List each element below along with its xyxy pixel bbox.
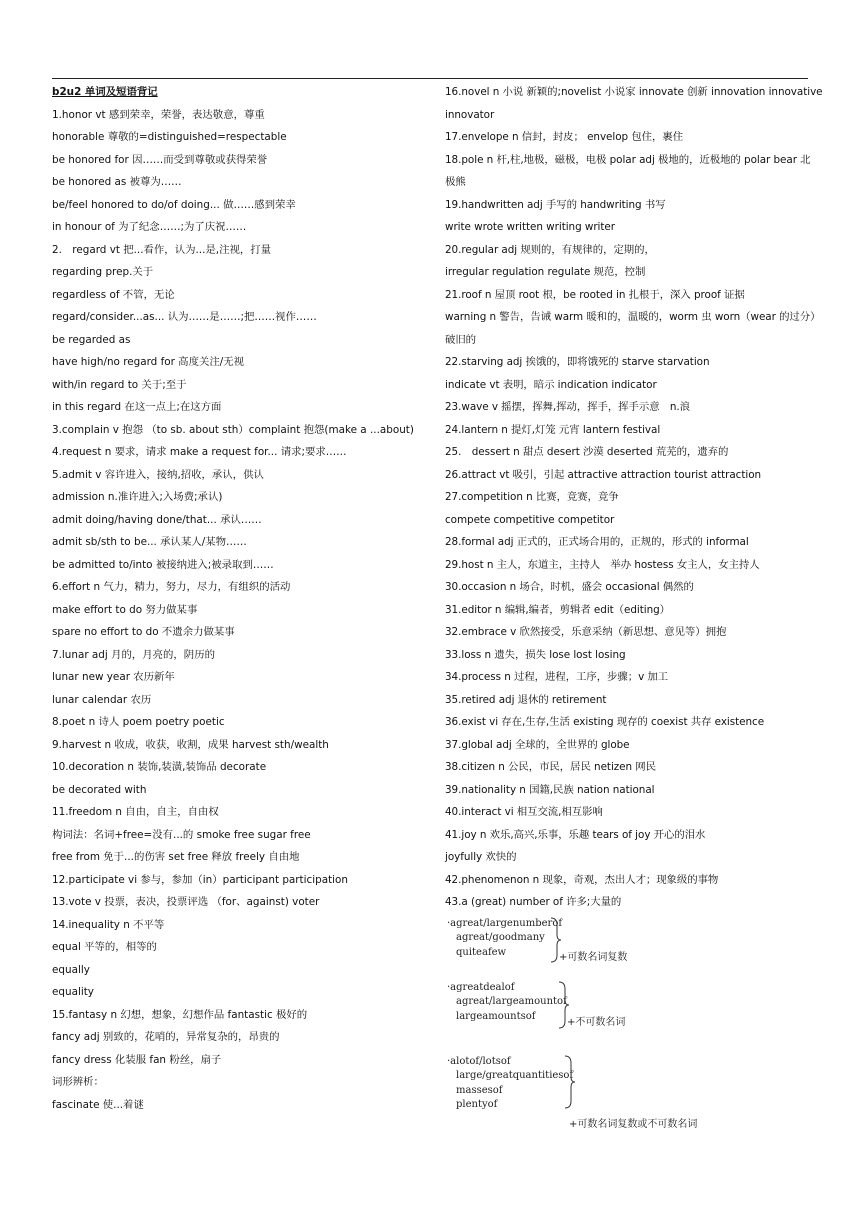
right-column [445, 81, 823, 1130]
vocab-line: 2. regard vt 把...看作，认为...是,注视，打量 [52, 243, 272, 256]
vocab-line: 27.competition n 比赛，竞赛，竞争 [445, 491, 619, 503]
vocab-line: 36.exist vi 存在,生存,生活 existing 现存的 coexist 共存 existence [445, 716, 765, 728]
vocab-line: 42.phenomenon n 现象，奇观，杰出人才；现象级的事物 [445, 873, 719, 886]
vocab-line: free from 免于...的伤害 set free 释放 freely 自由地 [52, 851, 300, 863]
vocab-line: 18.pole n 杆,柱,地极，磁极，电极 polar adj 极地的，近极地的 polar bear 北 [445, 153, 811, 166]
vocab-line: joyfully 欢快的 [445, 851, 517, 863]
vocab-line: fancy dress 化装服 fan 粉丝，扇子 [52, 1053, 222, 1066]
vocab-line: 32.embrace v 欣然接受，乐意采纳（新思想、意见等）拥抱 [445, 626, 727, 638]
vocab-line: fancy adj 别致的，花哨的，异常复杂的，昂贵的 [52, 1031, 280, 1043]
brace-group-countable [445, 917, 811, 971]
vocab-line: 29.host n 主人，东道主，主持人 举办 hostess 女主人，女主持人 [445, 558, 760, 571]
vocab-line: 22.starving adj 挨饿的，即将饿死的 starve starvation [445, 356, 710, 368]
vocab-line: in this regard 在这一点上;在这方面 [52, 401, 222, 413]
vocab-line: equality [52, 986, 94, 998]
brace-group-note: +不可数名词 [567, 1016, 626, 1028]
vocab-line: 37.global adj 全球的，全世界的 globe [445, 738, 630, 751]
vocab-line: 39.nationality n 国籍,民族 nation national [445, 783, 655, 796]
right-brace-icon [563, 1055, 577, 1109]
brace-group-item: ·alotof/lotsof [447, 1055, 511, 1067]
vocab-line: 24.lantern n 提灯,灯笼 元宵 lantern festival [445, 423, 661, 436]
vocab-line: admit sb/sth to be... 承认某人/某物…… [52, 536, 247, 548]
vocab-line: 3.complain v 抱怨 （to sb. about sth）complaint 抱怨(make a ...about) [52, 423, 414, 436]
vocab-line: lunar new year 农历新年 [52, 671, 175, 683]
vocab-line: 25. dessert n 甜点 desert 沙漠 deserted 荒芜的，遗弃的 [445, 446, 729, 458]
brace-group-item: ·agreat/largenumberof [447, 917, 563, 929]
brace-group-item: largeamountsof [456, 1010, 536, 1022]
vocab-line: 41.joy n 欢乐,高兴,乐事，乐趣 tears of joy 开心的泪水 [445, 828, 706, 841]
brace-group-item: ·agreatdealof [447, 981, 515, 993]
vocab-line: 1.honor vt 感到荣幸，荣誉，表达敬意，尊重 [52, 108, 265, 121]
vocab-line: 9.harvest n 收成，收获，收割，成果 harvest sth/wealth [52, 738, 329, 751]
vocab-line: 10.decoration n 装饰,装潢,装饰品 decorate [52, 761, 267, 773]
vocab-line: 20.regular adj 规则的，有规律的，定期的， [445, 243, 655, 256]
vocab-line: 词形辨析： [52, 1076, 104, 1088]
vocab-line: regard/consider...as... 认为……是……;把……视作…… [52, 311, 317, 323]
vocab-line: 构词法：名词+free=没有...的 smoke free sugar free [52, 828, 311, 841]
brace-group-both [445, 1055, 811, 1130]
vocab-line: regardless of 不管，无论 [52, 288, 175, 301]
brace-group-item: agreat/goodmany [456, 932, 545, 943]
vocab-line: be/feel honored to do/of doing... 做……感到荣幸 [52, 198, 296, 211]
vocab-line: innovator [445, 108, 495, 121]
vocab-line: equally [52, 963, 90, 976]
brace-group-uncountable [445, 981, 811, 1041]
brace-group-item: agreat/largeamountof [456, 996, 567, 1007]
vocab-line: with/in regard to 关于;至于 [52, 378, 187, 391]
vocab-line: admit doing/having done/that... 承认…… [52, 513, 262, 526]
vocab-line: 极熊 [445, 176, 466, 188]
vocab-line: 31.editor n 编辑,编者，剪辑者 edit（editing） [445, 603, 671, 616]
vocab-line: 12.participate vi 参与，参加（in）participant participation [52, 873, 348, 886]
document-title: b2u2 单词及短语背记 [52, 86, 158, 98]
vocab-line: 35.retired adj 退休的 retirement [445, 693, 607, 706]
vocab-line: be regarded as [52, 333, 131, 346]
vocab-line: lunar calendar 农历 [52, 693, 152, 706]
header-rule [52, 78, 808, 79]
vocab-line: honorable 尊敬的=distinguished=respectable [52, 131, 287, 143]
vocab-line: 28.formal adj 正式的，正式场合用的，正规的，形式的 informal [445, 536, 749, 548]
left-line-list [52, 104, 436, 1117]
vocab-line: 34.process n 过程，进程，工序，步骤；v 加工 [445, 671, 669, 683]
vocab-line: equal 平等的，相等的 [52, 941, 157, 953]
brace-group-item: plentyof [456, 1099, 498, 1110]
vocab-line: 30.occasion n 场合，时机，盛会 occasional 偶然的 [445, 581, 694, 593]
vocab-line: irregular regulation regulate 规范，控制 [445, 266, 646, 278]
vocab-line: 7.lunar adj 月的，月亮的，阴历的 [52, 648, 215, 661]
brace-group-note: +可数名词复数或不可数名词 [569, 1118, 698, 1130]
vocab-line: 33.loss n 遗失，损失 lose lost losing [445, 648, 626, 661]
vocab-line: be decorated with [52, 783, 147, 796]
vocab-line: 15.fantasy n 幻想，想象，幻想作品 fantastic 极好的 [52, 1008, 308, 1021]
vocab-line: be honored as 被尊为…… [52, 176, 182, 188]
vocab-line: 4.request n 要求，请求 make a request for... 请求;要求…… [52, 446, 347, 458]
vocab-line: 43.a (great) number of 许多;大量的 [445, 896, 622, 908]
vocab-line: spare no effort to do 不遗余力做某事 [52, 626, 235, 638]
vocab-line: 6.effort n 气力，精力，努力，尽力，有组织的活动 [52, 581, 291, 593]
vocab-line: have high/no regard for 高度关注/无视 [52, 356, 245, 368]
vocab-line: 16.novel n 小说 新颖的;novelist 小说家 innovate 创新 innovation innovative [445, 86, 823, 98]
vocab-line: compete competitive competitor [445, 513, 615, 526]
vocab-line: regarding prep.关于 [52, 266, 154, 278]
vocab-line: in honour of 为了纪念……;为了庆祝…… [52, 221, 247, 233]
vocab-line: be honored for 因……而受到尊敬或获得荣誉 [52, 153, 268, 166]
vocab-line: admission n.准许进入;入场费;承认) [52, 491, 223, 503]
vocab-line: 17.envelope n 信封，封皮； envelop 包住，裹住 [445, 131, 684, 143]
vocab-line: 19.handwritten adj 手写的 handwriting 书写 [445, 198, 666, 211]
vocab-line: 5.admit v 容许进入，接纳,招收，承认，供认 [52, 468, 264, 481]
vocab-line: indicate vt 表明，暗示 indication indicator [445, 378, 657, 391]
vocab-line: 11.freedom n 自由，自主，自由权 [52, 806, 219, 818]
vocab-line: 21.roof n 屋顶 root 根，be rooted in 扎根于，深入 proof 证据 [445, 288, 745, 301]
vocab-line: 23.wave v 摇摆，挥舞,挥动，挥手，挥手示意 n.浪 [445, 401, 691, 413]
right-line-list [445, 81, 823, 914]
vocab-line: be admitted to/into 被接纳进入;被录取到…… [52, 558, 274, 571]
vocab-line: 13.vote v 投票，表决，投票评选 （for、against) voter [52, 896, 320, 908]
brace-group-item: quiteafew [456, 946, 507, 958]
vocab-line: 26.attract vt 吸引，引起 attractive attraction tourist attraction [445, 468, 762, 481]
vocab-line: write wrote written writing writer [445, 221, 615, 233]
brace-group-item: large/greatquantitiesof [456, 1070, 574, 1081]
vocab-line: warning n 警告，告诫 warm 暖和的，温暖的，worm 虫 worn（wear 的过分） [445, 311, 821, 323]
vocab-line: 破旧的 [445, 333, 477, 346]
vocab-line: make effort to do 努力做某事 [52, 603, 198, 616]
vocab-line: 38.citizen n 公民，市民，居民 netizen 网民 [445, 761, 656, 773]
brace-group-item: massesof [456, 1084, 503, 1096]
vocab-line: fascinate 使...着谜 [52, 1098, 144, 1111]
vocab-line: 8.poet n 诗人 poem poetry poetic [52, 716, 225, 728]
left-column [52, 81, 436, 1116]
vocab-line: 40.interact vi 相互交流,相互影响 [445, 806, 603, 818]
vocab-line: 14.inequality n 不平等 [52, 918, 165, 931]
brace-group-note: +可数名词复数 [559, 951, 628, 963]
